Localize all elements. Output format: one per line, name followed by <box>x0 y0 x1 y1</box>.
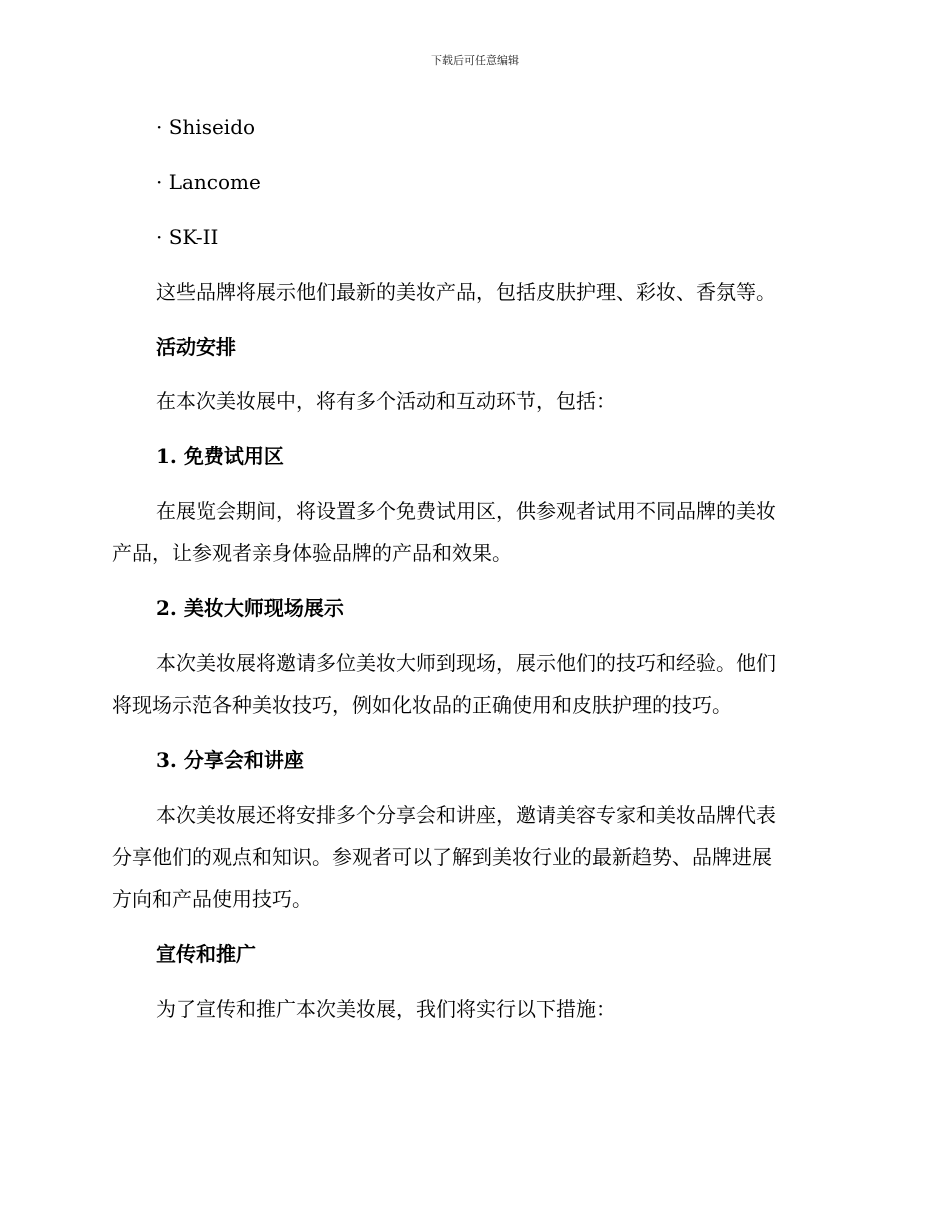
brands-summary-paragraph: 这些品牌将展示他们最新的美妆产品，包括皮肤护理、彩妆、香氛等。 <box>156 280 776 304</box>
brand-list-item: · SK-II <box>156 225 219 249</box>
activity-paragraph-line: 将现场示范各种美妆技巧，例如化妆品的正确使用和皮肤护理的技巧。 <box>112 693 732 717</box>
activity-title-lectures: 3. 分享会和讲座 <box>156 748 304 772</box>
activity-paragraph-line: 分享他们的观点和知识。参观者可以了解到美妆行业的最新趋势、品牌进展 <box>112 845 772 869</box>
activity-paragraph-line: 在展览会期间，将设置多个免费试用区，供参观者试用不同品牌的美妆 <box>156 499 776 523</box>
activity-title-master-show: 2. 美妆大师现场展示 <box>156 596 344 620</box>
promotion-intro: 为了宣传和推广本次美妆展，我们将实行以下措施： <box>156 997 616 1021</box>
activity-paragraph-line: 本次美妆展还将安排多个分享会和讲座，邀请美容专家和美妆品牌代表 <box>156 803 776 827</box>
promotion-heading: 宣传和推广 <box>156 942 256 966</box>
page-header: 下载后可任意编辑 <box>431 54 519 67</box>
brand-list-item: · Shiseido <box>156 115 256 139</box>
activities-heading: 活动安排 <box>156 335 236 359</box>
activity-paragraph-line: 本次美妆展将邀请多位美妆大师到现场，展示他们的技巧和经验。他们 <box>156 651 776 675</box>
activity-paragraph-line: 方向和产品使用技巧。 <box>112 887 312 911</box>
brand-list-item: · Lancome <box>156 170 261 194</box>
activity-paragraph-line: 产品，让参观者亲身体验品牌的产品和效果。 <box>112 541 512 565</box>
activity-title-free-trial: 1. 免费试用区 <box>156 444 284 468</box>
activities-intro: 在本次美妆展中，将有多个活动和互动环节，包括： <box>156 389 616 413</box>
